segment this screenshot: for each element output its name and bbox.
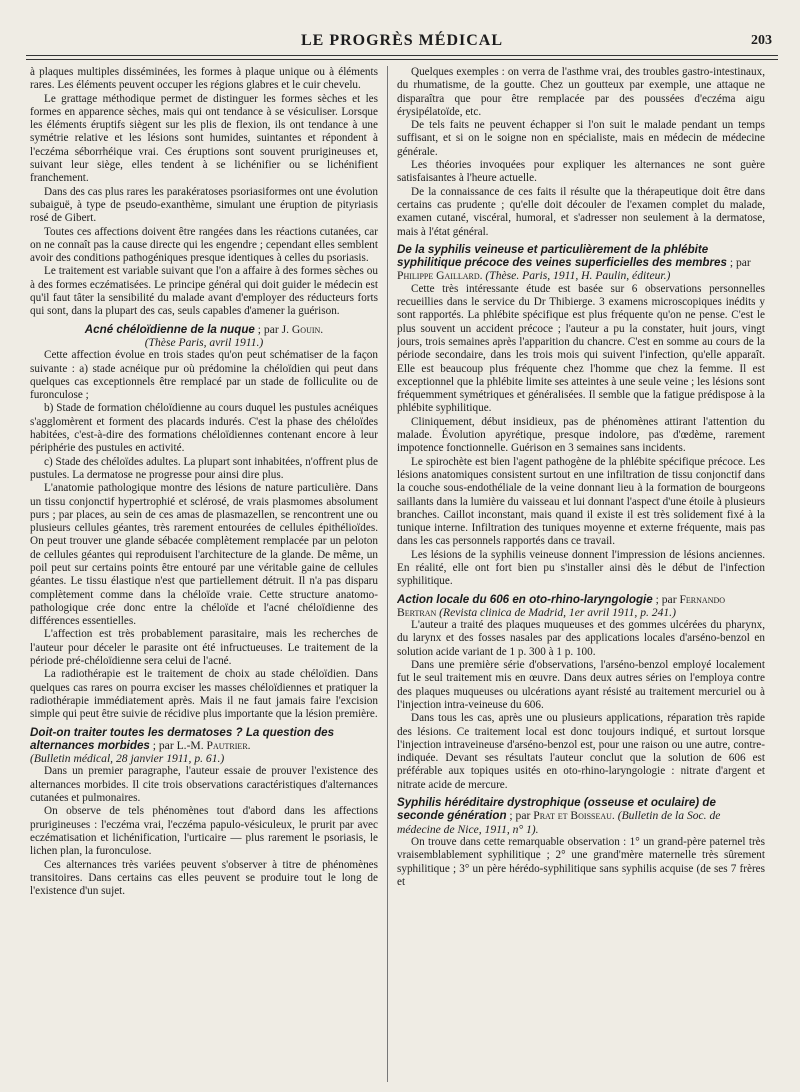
article-title: De la syphilis veineuse et particulièrement de la phlébite syphilitique précoce des veines superficielles des membres: [397, 242, 727, 270]
paragraph: Le grattage méthodique permet de distinguer les formes sèches et les formes en apparence sèches, mais qui ont tendance à se vésiculiser. Lorsque les éléments éruptifs siègent sur les plis de flexion, ils ont tendance à une symétrie relative et les lésions sont humides, suintantes et répondent à l'eczéma séborrhéique vrai. Ces éruptions sont souvent prurigineuses et, suivant leur siège, elles tendent à se lichénifier ou se lichénifient franchement.: [30, 92, 378, 185]
paragraph: Toutes ces affections doivent être rangées dans les réactions cutanées, car on ne connaît pas la cause directe qui les engendre ; cependant elles semblent avoir des conditions pathogéniques presque identiques à celles du psoriasis.: [30, 225, 378, 265]
paragraph: Cette affection évolue en trois stades qu'on peut schématiser de la façon suivante : a) stade acnéique pur où prédomine la chéloïdien qui peut dans quelques cas exceptionnels être remplacé par un stade de folliculite ou de furonculose ;: [30, 349, 378, 402]
paragraph: c) Stade des chéloïdes adultes. La plupart sont inhabitées, n'offrent plus de pustules. La dermatose ne progresse pour ainsi dire plus.: [30, 455, 378, 481]
article-title: Acné chéloïdienne de la nuque: [84, 322, 255, 336]
right-column: [397, 66, 765, 1086]
paragraph: De la connaissance de ces faits il résulte que la thérapeutique doit être dans certains cas prudente ; qu'elle doit découler de l'examen complet du malade, examen cutané, viscéral, humoral, et s'adresser non seulement à la dermatose, mais à l'état général.: [397, 185, 765, 238]
article-author: Philippe Gaillard.: [397, 269, 483, 283]
paragraph: Dans tous les cas, après une ou plusieurs applications, réparation très rapide des lésions. Ce traitement local est donc toujours indiqué, et surtout lorsque l'injection intraveineuse d'arséno-benzol est, pour une raison ou une autre, contre-indiquée. Devant ses résultats l'auteur conclut que la solution de 606 est préférable aux topiques usités en oto-rhino-laryngologie : nitrate d'argent et nitrate acide de mercure.: [397, 712, 765, 791]
paragraph: Les lésions de la syphilis veineuse donnent l'impression de lésions anciennes. En réalité, elle ont fort bien pu s'installer ainsi dès le début de l'infection syphilitique.: [397, 548, 765, 588]
paragraph: Les théories invoquées pour expliquer les alternances ne sont guère satisfaisantes à l'heure actuelle.: [397, 159, 765, 185]
paragraph: Quelques exemples : on verra de l'asthme vrai, des troubles gastro-intestinaux, du rhumatisme, de la goutte. Chez un goutteux par exemple, une attaque ne disparaîtra que pour être remplacée par des poussées d'eczéma aigu érysipélatoïde, etc.: [397, 66, 765, 118]
article-heading: De la syphilis veineuse et particulièrement de la phlébite syphilitique précoce des veines superficielles des membres ; par Philippe Gaillard. (Thèse. Paris, 1911, H. Paulin, éditeur.): [397, 242, 751, 283]
paragraph: Le traitement est variable suivant que l'on a affaire à des formes sèches ou à des formes eczématisées. Le principe général qui doit guider le médecin est qu'il faut tâter la sensibilité du malade avant d'employer des réducteurs forts qui sont, dans la plupart des cas, seuls capables d'amener la guérison.: [30, 265, 378, 318]
article-source: (Bulletin de la Soc. de médecine de Nice, 1911, n° 1).: [397, 809, 721, 836]
paragraph: L'anatomie pathologique montre des lésions de nature particulière. Dans un tissu conjonctif hypertrophié et sclérosé, de vrais plasmomes absolument purs ; par places, au sein de ces amas de plasmazellen, se rencontrent une ou plusieurs cellules géantes, très rarement entourées de cellules épithélioïdes. On peut trouver une glande sébacée complètement remplacée par un peloton de cellules géantes qui reproduisent l'architecture de la glande. De même, un poil peut sur certains points être entouré par une véritable gaine de cellules géantes. Le tissu élastique n'est que partiellement détruit. Il n'a pas disparu complètement comme dans la chéloïde vraie. Cette structure anatomo-pathologique crée donc entre la chéloïde et l'acné chéloïdienne des différences essentielles.: [30, 482, 378, 628]
article-heading: Acné chéloïdienne de la nuque ; par J. Gouin. (Thèse Paris, avril 1911.): [30, 323, 378, 350]
page-number: 203: [751, 33, 772, 48]
article-source: (Thèse Paris, avril 1911.): [144, 335, 264, 349]
paragraph: Cliniquement, début insidieux, pas de phénomènes attirant l'attention du malade. Évolution apyrétique, presque indolore, pas d'œdème, rarement impotence fonctionnelle. Guérison en 3 semaines sans incidents.: [397, 415, 765, 455]
article-heading: Syphilis héréditaire dystrophique (osseuse et oculaire) de seconde génération ; par Prat et Boisseau. (Bulletin de la Soc. de médecine de Nice, 1911, n° 1).: [397, 796, 721, 836]
paragraph: Cette très intéressante étude est basée sur 6 observations personnelles recueillies dans le service du Dr Thibierge. 3 examens microscopiques inédits y sont rapportés. La phlébite spécifique est plus fréquente qu'on ne pense. C'est le plus souvent un accident précoce ; l'auteur a pu la constater, huit jours, vingt jours, trois semaines après l'apparition du chancre. C'est en somme au cours de la période secondaire, dans les trois mois qui suivent l'infection, qu'elle apparaît. Elle est beaucoup plus fréquente chez l'homme que chez la femme. Il est exceptionnel que la phlébite limite ses atteintes à une seule veine ; les lésions sont fréquemment symétriques et généralisées. Il semble que la fatigue prédispose à la phlébite syphilitique.: [397, 282, 765, 415]
paragraph: On trouve dans cette remarquable observation : 1° un grand-père paternel très vraisemblablement syphilitique ; 2° une grand'mère maternelle très sûrement syphilitique ; 3° un père hérédo-syphilitique sans syphilis acquise (de ses 7 frères et: [397, 835, 765, 888]
left-column: [30, 66, 378, 1086]
article-heading: Action locale du 606 en oto-rhino-laryngologie ; par Fernando Bertran (Revista clinica de Madrid, 1er avril 1911, p. 241.): [397, 592, 726, 619]
article-source: (Bulletin médical, 28 janvier 1911, p. 61.): [30, 752, 225, 766]
paragraph: L'affection est très probablement parasitaire, mais les recherches de l'auteur pour déceler le parasite ont été infructueuses. Le traitement de la période pré-chéloïdienne sera celui de l'acné.: [30, 628, 378, 668]
paragraph: b) Stade de formation chéloïdienne au cours duquel les pustules acnéiques s'agglomèrent et forment des placards indurés. C'est la phase des chéloïdes habitées, c'est-à-dire des formations chéloïdiennes contenant encore à leur périphérie des pustules en activité.: [30, 402, 378, 455]
article-author: Fernando Bertran: [397, 592, 726, 619]
journal-title: LE PROGRÈS MÉDICAL: [300, 32, 504, 49]
paragraph: Dans des cas plus rares les parakératoses psoriasiformes ont une évolution subaiguë, à type de pseudo-exanthème, simulant une éruption de pityriasis rosé de Gibert.: [30, 185, 378, 225]
paragraph: Ces alternances très variées peuvent s'observer à titre de phénomènes transitoires. Dans certains cas elles peuvent se produire tout le long de l'existence d'un sujet.: [30, 858, 378, 898]
article-author: J. Gouin.: [281, 322, 324, 336]
article-author: Prat et Boisseau.: [533, 809, 615, 823]
paragraph: à plaques multiples disséminées, les formes à plaque unique ou à éléments rares. Les éléments peuvent occuper les régions glabres et le cuir chevelu.: [30, 66, 378, 92]
article-author: L.-M. Pautrier.: [176, 738, 251, 752]
paragraph: La radiothérapie est le traitement de choix au stade chéloïdien. Dans quelques cas rares on pourra exciser les masses chéloïdiennes et pratiquer la radiothérapie immédiatement après. Mais il ne faut jamais faire l'excision simple qui peut être suivie de récidive plus importante que la lésion première.: [30, 668, 378, 721]
running-header: [26, 32, 778, 54]
header-rule-thin: [26, 59, 778, 60]
article-source: (Thèse. Paris, 1911, H. Paulin, éditeur.): [485, 269, 671, 283]
article-heading: Doit-on traiter toutes les dermatoses ? La question des alternances morbides ; par L.-M. Pautrier. (Bulletin médical, 28 janvier 1911, p. 61.): [30, 726, 378, 766]
article-title: Doit-on traiter toutes les dermatoses ? La question des alternances morbides: [30, 725, 335, 752]
header-rule: [26, 55, 778, 56]
paragraph: De tels faits ne peuvent échapper si l'on suit le malade pendant un temps suffisant, et si on le soigne non en spécialiste, mais en médecin de médecine générale.: [397, 119, 765, 158]
paragraph: Le spirochète est bien l'agent pathogène de la phlébite spécifique précoce. Les lésions anatomiques consistent surtout en une infiltration de tissu conjonctif dans la couche sous-endothéliale de la veine donnant lieu à la formation de bourgeons saillants dans la lumière du vaisseau et lui donnant l'aspect d'une étoile à plusieurs branches. Caillot inconstant, mais quand il existe il est très solidement fixé à la tunique interne. Infiltration des tuniques moyenne et externe fréquente, mais pas dans les cas personnels rapportés dans ce travail.: [397, 455, 765, 548]
article-title: Action locale du 606 en oto-rhino-laryngologie: [397, 592, 653, 606]
paragraph: L'auteur a traité des plaques muqueuses et des gommes ulcérées du pharynx, du larynx et des fosses nasales par des applications locales d'arséno-benzol en solution acide variant de 1 p. 300 à 1 p. 100.: [397, 619, 765, 658]
article-source: (Revista clinica de Madrid, 1er avril 1911, p. 241.): [439, 605, 676, 619]
paragraph: Dans une première série d'observations, l'arséno-benzol employé localement fut le seul traitement mis en œuvre. Dans deux autres séries on l'employa contre des plaques muqueuses ou ulcérations ayant résisté au traitement mercuriel ou à l'injection intra-veineuse du 606.: [397, 659, 765, 711]
paragraph: On observe de tels phénomènes tout d'abord dans les affections prurigineuses : l'eczéma vrai, l'eczéma papulo-vésiculeux, le prurit par avec eczématisation et lichénification, l'urticaire — plus rarement le psoriasis, le lichen plan, la furonculose.: [30, 805, 378, 858]
column-divider: [387, 66, 388, 1082]
article-title: Syphilis héréditaire dystrophique (osseuse et oculaire) de seconde génération: [397, 796, 716, 823]
paragraph: Dans un premier paragraphe, l'auteur essaie de prouver l'existence des alternances morbides. Il cite trois observations caractéristiques d'alternances cutanées et pulmonaires.: [30, 765, 378, 805]
